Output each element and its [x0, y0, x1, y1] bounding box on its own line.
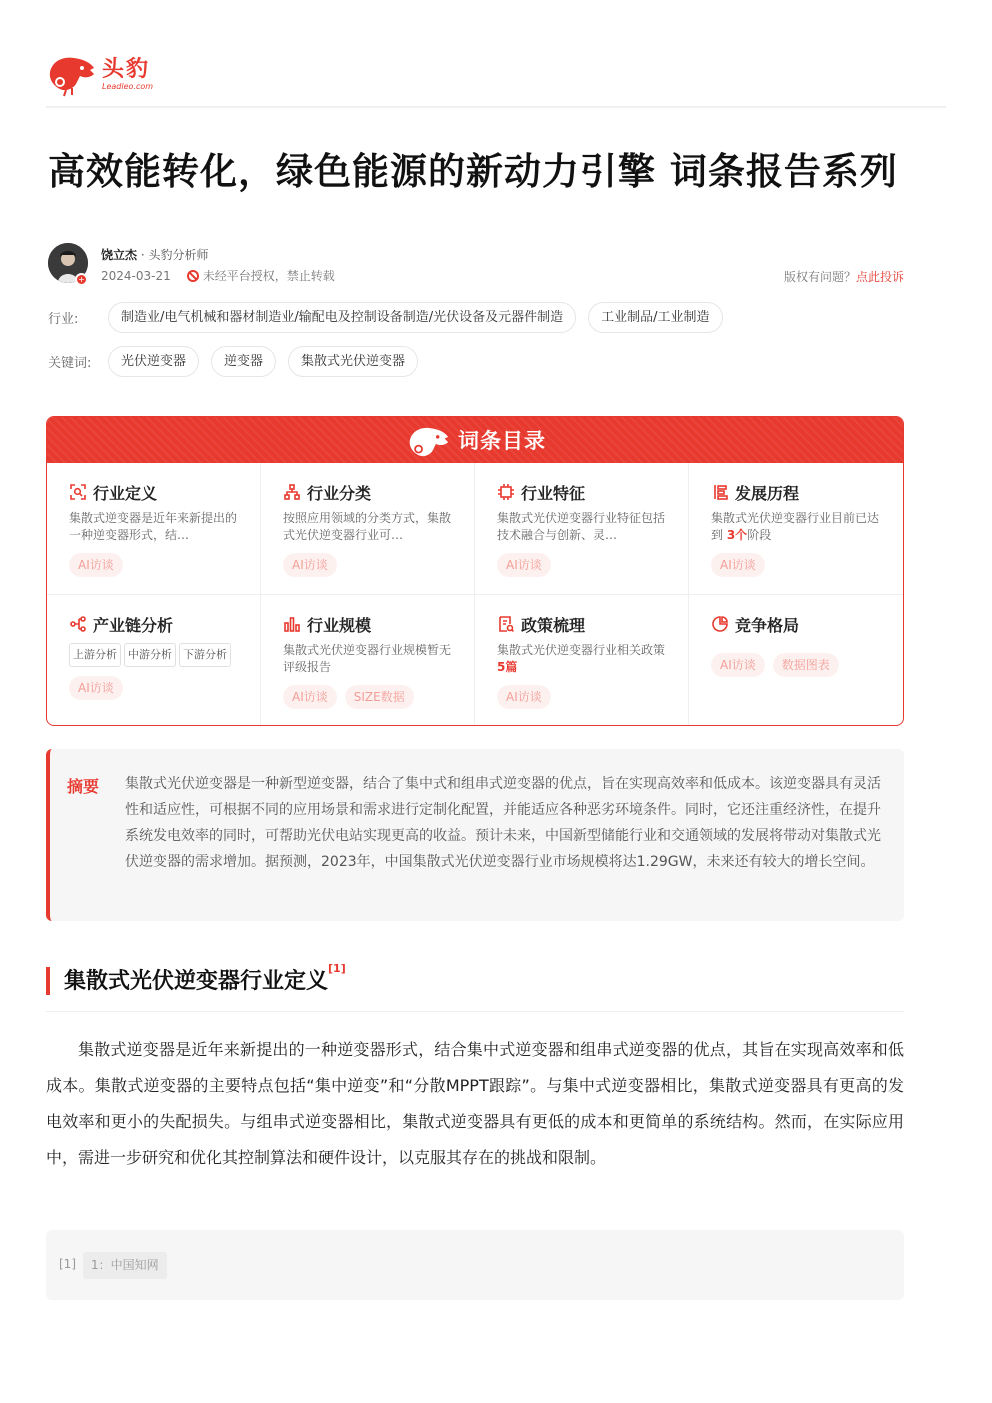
report-link[interactable]: 点此投诉	[855, 270, 904, 284]
timeline-icon	[711, 483, 729, 501]
no-repost-icon	[187, 270, 199, 282]
catalog-item-features[interactable]	[475, 463, 689, 595]
catalog-item-desc: 集散式光伏逆变器行业特征包括技术融合与创新、灵…	[497, 511, 666, 542]
industry-label: 行业:	[48, 312, 79, 327]
ai-interview-button[interactable]: AI访谈	[711, 553, 765, 577]
author-name[interactable]: 饶立杰	[101, 248, 138, 262]
ai-interview-button[interactable]: AI访谈	[283, 553, 337, 577]
catalog-item-title: 发展历程	[735, 483, 800, 503]
catalog-item-title: 竞争格局	[735, 615, 800, 635]
brand-name: 头豹	[102, 57, 151, 82]
reference-source[interactable]: 1：中国知网	[83, 1252, 167, 1279]
data-chart-button[interactable]: 数据图表	[773, 653, 839, 677]
midstream-chip[interactable]: 中游分析	[124, 643, 176, 667]
section-accent-bar	[46, 967, 50, 995]
catalog-item-title: 政策梳理	[521, 615, 586, 635]
chip-icon	[497, 483, 515, 501]
catalog-item-competition[interactable]	[689, 595, 903, 726]
ai-interview-button[interactable]: AI访谈	[69, 553, 123, 577]
author-block	[48, 243, 904, 289]
reference-number: [1]	[59, 1257, 76, 1271]
repost-notice: 未经平台授权，禁止转载	[202, 269, 335, 283]
brand-logo[interactable]	[46, 52, 153, 98]
leopard-logo-icon	[46, 52, 98, 98]
ai-interview-button[interactable]: AI访谈	[497, 685, 551, 709]
author-line	[101, 246, 208, 263]
catalog-item-desc	[497, 642, 665, 676]
catalog-item-desc: 集散式逆变器是近年来新提出的一种逆变器形式，结…	[69, 511, 238, 542]
desc-text: 集散式光伏逆变器行业目前已达到	[711, 511, 880, 542]
page-header	[46, 52, 946, 108]
brand-url: Leadleo.com	[102, 82, 154, 91]
publish-date: 2024-03-21	[101, 268, 171, 283]
ai-interview-button[interactable]: AI访谈	[283, 685, 337, 709]
catalog-item-desc	[711, 510, 879, 544]
catalog-item-title: 行业规模	[307, 615, 372, 635]
catalog-item-scale[interactable]	[261, 595, 475, 726]
keyword-tag[interactable]: 集散式光伏逆变器	[288, 346, 418, 377]
author-role: · 头豹分析师	[140, 248, 209, 262]
pie-chart-icon	[711, 615, 729, 633]
ai-interview-button[interactable]: AI访谈	[69, 676, 123, 700]
catalog-item-chain[interactable]	[47, 595, 261, 726]
keyword-label: 关键词:	[48, 356, 92, 371]
scan-search-icon	[69, 483, 87, 501]
section-title-text: 集散式光伏逆变器行业定义	[64, 969, 329, 994]
citation-link[interactable]: [1]	[328, 962, 346, 975]
summary-text: 集散式光伏逆变器是一种新型逆变器，结合了集中式和组串式逆变器的优点，旨在实现高效率和低成本。该逆变器具有灵活性和适应性，可根据不同的应用场景和需求进行定制化配置，并能适应各种恶劣环境条件。同时，它还注重经济性，在提升系统发电效率的同时，可帮助光伏电站实现更高的收益。预计未来，中国新型储能行业和交通领域的发展将带动对集散式光伏逆变器的需求增加。据预测，2023年，中国集散式光伏逆变器行业市场规模将达1.29GW，未来还有较大的增长空间。	[125, 776, 881, 870]
industry-tag[interactable]: 工业制品/工业制造	[588, 302, 722, 333]
catalog-item-definition[interactable]	[47, 463, 261, 595]
ai-interview-button[interactable]: AI访谈	[711, 653, 765, 677]
summary-label: 摘要	[67, 777, 100, 796]
catalog-item-desc: 集散式光伏逆变器行业规模暂无评级报告	[283, 643, 452, 674]
policy-doc-icon	[497, 615, 515, 633]
catalog-panel	[46, 416, 904, 726]
leopard-logo-icon	[404, 423, 454, 463]
desc-text: 集散式光伏逆变器行业相关政策	[497, 643, 666, 657]
catalog-item-classification[interactable]	[261, 463, 475, 595]
definition-paragraph: 集散式逆变器是近年来新提出的一种逆变器形式，结合集中式逆变器和组串式逆变器的优点，其旨在实现高效率和低成本。集散式逆变器的主要特点包括“集中逆变”和“分散MPPT跟踪”。与集中式逆变器相比，集散式逆变器具有更高的发电效率和更小的失配损失。与组串式逆变器相比，集散式逆变器具有更低的成本和更简单的系统结构。然而，在实际应用中，需进一步研究和优化其控制算法和硬件设计，以克服其存在的挑战和限制。	[46, 1040, 904, 1167]
policy-count: 5篇	[497, 660, 518, 674]
catalog-item-title: 产业链分析	[93, 615, 174, 635]
copyright-question: 版权有问题？	[783, 270, 856, 284]
industry-row	[48, 302, 735, 333]
keyword-tag[interactable]: 光伏逆变器	[108, 346, 199, 377]
verified-badge-icon: +	[75, 273, 88, 286]
ai-interview-button[interactable]: AI访谈	[497, 553, 551, 577]
catalog-item-title: 行业定义	[93, 483, 158, 503]
catalog-item-title: 行业分类	[307, 483, 372, 503]
catalog-title: 词条目录	[458, 429, 546, 453]
keyword-tag[interactable]: 逆变器	[211, 346, 276, 377]
summary-box	[46, 749, 904, 921]
chain-icon	[69, 615, 87, 633]
copyright-notice	[784, 268, 904, 285]
upstream-chip[interactable]: 上游分析	[69, 643, 121, 667]
desc-text: 阶段	[747, 528, 772, 542]
downstream-chip[interactable]: 下游分析	[179, 643, 231, 667]
catalog-item-desc: 按照应用领域的分类方式，集散式光伏逆变器行业可…	[283, 511, 452, 542]
size-data-button[interactable]: SIZE数据	[345, 685, 414, 709]
industry-tag[interactable]: 制造业/电气机械和器材制造业/输配电及控制设备制造/光伏设备及元器件制造	[108, 302, 576, 333]
catalog-item-policy[interactable]	[475, 595, 689, 726]
catalog-item-title: 行业特征	[521, 483, 586, 503]
catalog-item-history[interactable]	[689, 463, 903, 595]
keyword-row	[48, 346, 430, 377]
reference-box	[46, 1230, 904, 1300]
section-heading	[46, 962, 904, 1012]
stage-count: 3个	[726, 528, 748, 542]
catalog-header	[47, 417, 903, 463]
hierarchy-icon	[283, 483, 301, 501]
bar-chart-icon	[283, 615, 301, 633]
page-title: 高效能转化，绿色能源的新动力引擎 词条报告系列	[48, 150, 898, 193]
section-title	[64, 964, 346, 995]
